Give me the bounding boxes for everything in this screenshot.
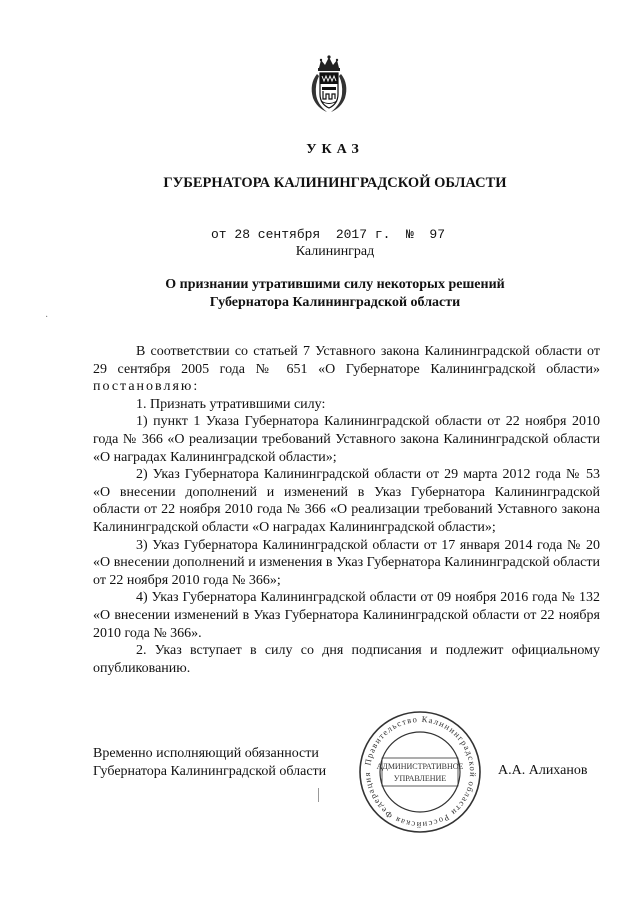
coat-of-arms-icon: [307, 54, 351, 114]
signatory-title-line-2: Губернатора Калининградской области: [93, 764, 327, 779]
official-seal-stamp: [356, 708, 484, 836]
signatory-title-line-1: Временно исполняющий обязанности: [93, 746, 319, 761]
heading-line-2: Губернатора Калининградской области: [209, 295, 461, 310]
item-1-1: 1) пункт 1 Указа Губернатора Калининградской области от 22 ноября 2010 года № 366 «О реализации требований Уставного закона Калининградской области «О наградах Калининградской области»;: [93, 414, 600, 465]
stamp-inner-line-2: УПРАВЛЕНИЕ: [393, 774, 447, 783]
preamble-end: :: [193, 379, 198, 395]
preamble-start: В соответствии со статьей 7 Уставного закона Калининградской области от 29 сентября 2005 года № 651 «О Губернаторе Калининградской области»: [93, 344, 600, 377]
item-1-2: 2) Указ Губернатора Калининградской области от 29 марта 2012 года № 53 «О внесении дополнений и изменений в Указ Губернатора Калининградской области от 22 ноября 2010 года № 366 «О реализации требований Уставного закона Калининградской области «О наградах Калининградской области»;: [93, 467, 600, 535]
heading-line-1: О признании утратившими силу некоторых решений: [165, 277, 505, 292]
document-issuer: ГУБЕРНАТОРА КАЛИНИНГРАДСКОЙ ОБЛАСТИ: [163, 175, 507, 191]
svg-text:Правительство Калининградской: [362, 714, 478, 830]
document-body: [93, 343, 600, 677]
city-name: Калининград: [295, 244, 375, 259]
document-title: УКАЗ: [306, 142, 364, 157]
stamp-outer-text: Правительство Калининградской области Российская Федерация: [361, 713, 479, 831]
document-heading: [0, 276, 640, 312]
preamble-decree-word: постановляю: [93, 379, 194, 395]
margin-mark: ·: [45, 312, 49, 323]
item-1-3: 3) Указ Губернатора Калининградской области от 17 января 2014 года № 20 «О внесении дополнений и изменения в Указ Губернатора Калининградской области от 22 ноября 2010 года № 366»;: [93, 537, 600, 588]
item-1-4: 4) Указ Губернатора Калининградской области от 09 ноября 2016 года № 132 «О внесении изменений в Указ Губернатора Калининградской области от 22 ноября 2010 года № 366».: [93, 590, 600, 641]
signatory-title: [93, 745, 326, 781]
scan-artifact: [318, 788, 319, 802]
stamp-inner-line-1: АДМИНИСТРАТИВНОЕ: [376, 762, 464, 771]
preamble-paragraph: [93, 343, 600, 396]
item-2: 2. Указ вступает в силу со дня подписания и подлежит официальному опубликованию.: [93, 643, 600, 676]
signatory-name: А.А. Алиханов: [498, 763, 588, 778]
item-1: 1. Признать утратившими силу:: [136, 396, 326, 412]
date-number-line: от 28 сентября 2017 г. № 97: [211, 227, 446, 242]
